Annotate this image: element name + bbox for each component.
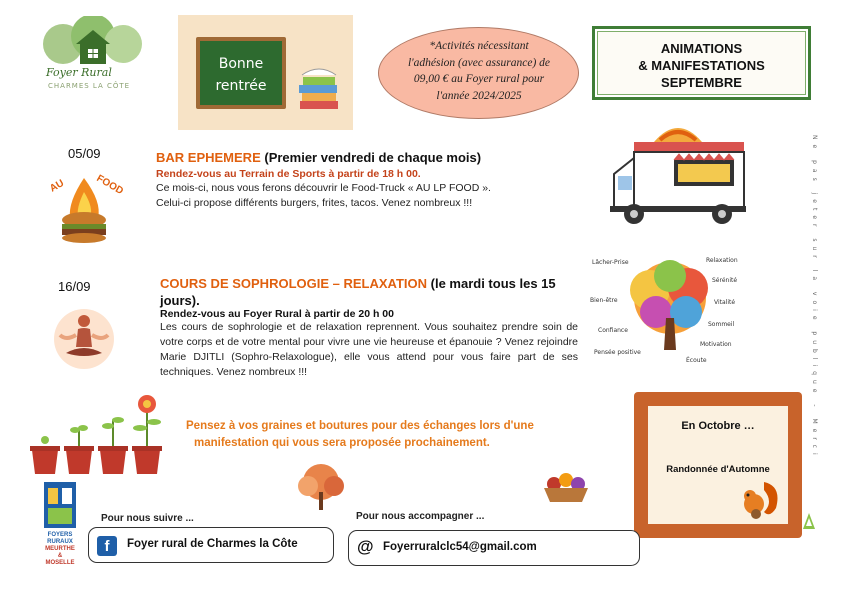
membership-line-3: 09,00 € au Foyer rural pour — [413, 73, 545, 85]
tree-label: Sérénité — [712, 277, 738, 284]
title-line-1: ANIMATIONS — [660, 41, 743, 56]
logo-subtitle: CHARMES LA CÔTE — [48, 82, 131, 90]
seedling-pots-illustration — [28, 392, 170, 476]
recycle-icon — [802, 512, 816, 530]
tree-label: Bien-être — [590, 297, 618, 304]
membership-line-1: *Activités nécessitant — [429, 40, 529, 52]
event-1-meeting: Rendez-vous au Terrain de Sports à partir de 18 h 00. — [156, 168, 421, 180]
tree-label: Lâcher-Prise — [592, 259, 629, 266]
tree-label: Motivation — [700, 341, 732, 348]
au-lp-food-logo — [38, 162, 130, 250]
title-line-2: & MANIFESTATIONS — [638, 58, 765, 73]
board-line-1: Bonne — [218, 56, 264, 72]
event-1-body: Ce mois-ci, nous vous ferons découvrir le Food-Truck « AU LP FOOD ». Celui-ci propose différents burgers, frites, tacos. Venez nombreux !!! — [156, 182, 491, 209]
meditation-icon — [44, 305, 124, 371]
accompany-label: Pour nous accompagner ... — [356, 511, 485, 522]
seeds-exchange-message: Pensez à vos graines et boutures pour des échanges lors d'une manifestation qui vous sera proposée prochainement. — [186, 420, 534, 449]
foyer-rural-logo — [38, 16, 148, 96]
logo-name: Foyer Rural — [46, 66, 112, 79]
tree-label: Confiance — [598, 327, 628, 334]
svg-text:FOOD: FOOD — [94, 173, 126, 198]
tree-label: Écoute — [686, 357, 707, 364]
sophrology-tree-illustration — [590, 254, 750, 370]
tree-label: Vitalité — [714, 299, 736, 306]
event-2-body: Les cours de sophrologie et de relaxation reprennent. Vous souhaitez prendre soin de votre corps et de votre mental pour vivre une vie heureuse et épanouie ? Venez rejoindre Marie DJITLI (Sophro-Relaxologue), elle vous attend pour vous faire part de ses techniques. Venez nombreux !!! — [160, 321, 578, 378]
books-icon — [296, 61, 342, 113]
harvest-basket-icon — [540, 470, 592, 504]
october-announcement — [634, 392, 802, 538]
follow-label: Pour nous suivre ... — [101, 513, 194, 524]
page-title-box — [592, 26, 811, 100]
event-2-date: 16/09 — [58, 279, 91, 294]
at-icon: @ — [357, 537, 374, 556]
house-tree-icon — [38, 16, 148, 66]
event-1-title: BAR EPHEMERE (Premier vendredi de chaque mois) — [156, 150, 482, 165]
email-address: Foyerruralclc54@gmail.com — [383, 541, 537, 553]
tree-label: Sommeil — [708, 321, 735, 328]
facebook-icon: f — [97, 536, 117, 556]
october-subtitle: Randonnée d'Automne — [666, 464, 770, 475]
october-title: En Octobre … — [681, 420, 755, 432]
membership-note — [378, 27, 579, 119]
foyers-ruraux-logo: FOYERS RURAUX MEURTHE & MOSELLE — [40, 480, 80, 570]
membership-line-4: l'année 2024/2025 — [436, 89, 522, 102]
event-2-title: COURS DE SOPHROLOGIE – RELAXATION (le mardi tous les 15 jours). — [160, 276, 556, 308]
tree-label: Relaxation — [706, 257, 738, 264]
chalkboard — [196, 37, 286, 109]
tree-label: Pensée positive — [594, 349, 641, 356]
event-2-meeting: Rendez-vous au Foyer Rural à partir de 20 h 00 — [160, 308, 394, 320]
squirrel-icon — [734, 478, 782, 526]
foyers-ruraux-emblem — [40, 480, 80, 530]
event-1-date: 05/09 — [68, 146, 101, 161]
membership-line-2: l'adhésion (avec assurance) de — [407, 56, 550, 69]
facebook-page-name: Foyer rural de Charmes la Côte — [127, 538, 298, 550]
email-link[interactable] — [348, 530, 640, 566]
back-to-school-illustration — [178, 15, 353, 130]
side-notice: Ne pas jeter sur la voie publique - Merci — [811, 135, 818, 460]
food-truck-illustration — [604, 118, 754, 228]
title-line-3: SEPTEMBRE — [661, 75, 742, 90]
autumn-tree-icon — [290, 462, 352, 514]
facebook-link[interactable] — [88, 527, 334, 563]
food-logo-text: AU — [48, 177, 67, 195]
board-line-2: rentrée — [215, 78, 267, 94]
